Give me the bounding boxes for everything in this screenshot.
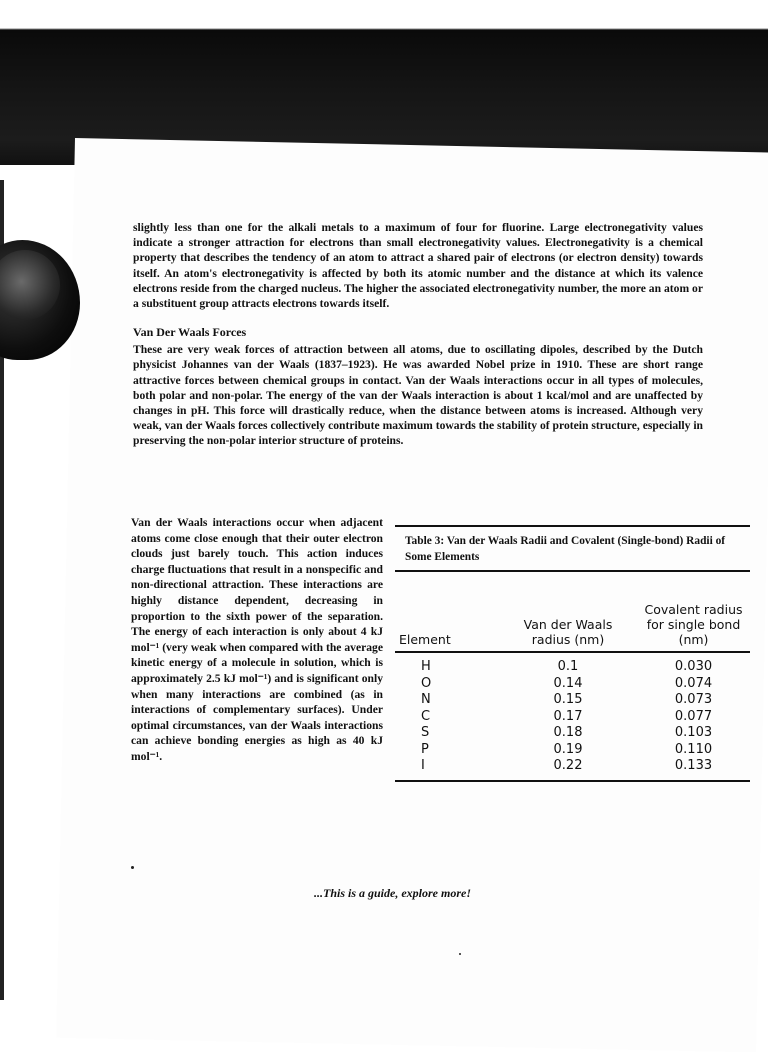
table-cell-vdw: 0.22 [499,758,637,781]
speck [131,866,134,869]
table-cell-element: O [421,675,432,691]
table-row [395,676,750,693]
table-row [395,742,750,759]
table-cell-covalent: 0.077 [674,708,713,724]
table-cell-covalent: 0.030 [674,659,713,674]
table-cell-covalent: 0.133 [637,758,750,781]
table-cell-vdw: 0.14 [553,675,583,691]
radii-table [395,572,750,782]
table-cell-element: C [421,708,431,724]
table-cell-covalent: 0.110 [674,741,713,757]
main-text [133,220,703,449]
table-cell-covalent: 0.073 [674,692,713,707]
table-cell-vdw: 0.18 [553,725,583,740]
table-cell-vdw: 0.1 [557,659,579,674]
table-cell-element: N [421,692,431,707]
table-cell-vdw: 0.17 [553,708,583,724]
section-heading: Van Der Waals Forces [133,325,247,340]
radii-table-box [395,525,750,793]
table-cell-vdw: 0.19 [553,741,583,757]
table-header-vdw: Van der Waals radius (nm) [499,572,637,652]
table-cell-element: P [421,741,429,757]
intro-paragraph: slightly less than one for the alkali metals to a maximum of four for fluorine. Large electronegativity values indicate a stronger attraction for electrons than small electronegativity values. Electronegativity is a chemical property that describes the tendency of an atom to attract a shared pair of electrons (or electron density) towards itself. An atom's electronegativity is affected by both its atomic number and the distance at which its valence electrons reside from the charged nucleus. The higher the associated electronegativity number, the more an atom or a substituent group attracts electrons towards itself. [133,221,703,311]
table-cell-element: I [395,758,499,781]
table-row [395,725,750,742]
table-row [395,652,750,676]
speck [459,953,461,955]
table-header-row [395,572,750,652]
table-cell-vdw: 0.15 [553,692,583,707]
table-caption: Table 3: Van der Waals Radii and Covalent (Single-bond) Radii of Some Elements [395,525,750,572]
table-row [395,758,750,781]
table-row [395,692,750,709]
table-cell-element: H [421,659,431,674]
side-paragraph: Van der Waals interactions occur when adjacent atoms come close enough that their outer electron clouds just barely touch. This action induces charge fluctuations that result in a nonspecific and non-directional attraction. These interactions are highly distance dependent, decreasing in proportion to the sixth power of the separation. The energy of each interaction is only about 4 kJ mol⁻¹ (very weak when compared with the average kinetic energy of a molecule in solution, which is approximately 2.5 kJ mol⁻¹) and is significant only when many interactions are combined (as in interactions of complementary surfaces). Under optimal circumstances, van der Waals interactions can achieve bonding energies as high as 40 kJ mol⁻¹. [131,516,383,763]
table-cell-covalent: 0.074 [674,675,713,691]
table-header-element: Element [395,572,499,652]
table-cell-covalent: 0.103 [674,725,713,740]
section-paragraph: These are very weak forces of attraction between all atoms, due to oscillating dipoles, described by the Dutch physicist Johannes van der Waals (1837–1923). He was awarded Nobel prize in 1910. These are short range attractive forces between chemical groups in contact. Van der Waals interactions occur in all types of molecules, both polar and non-polar. The energy of the van der Waals interaction is about 1 kcal/mol and are unaffected by changes in pH. This force will drastically reduce, when the distance between atoms is increased. Although very weak, van der Waals forces collectively contribute maximum towards the stability of protein structure, especially in preserving the non-polar interior structure of proteins. [133,343,703,448]
table-row [395,709,750,726]
table-cell-element: S [421,725,430,740]
table-header-covalent: Covalent radius for single bond (nm) [637,572,750,652]
footer-note: ...This is a guide, explore more! [314,886,472,900]
